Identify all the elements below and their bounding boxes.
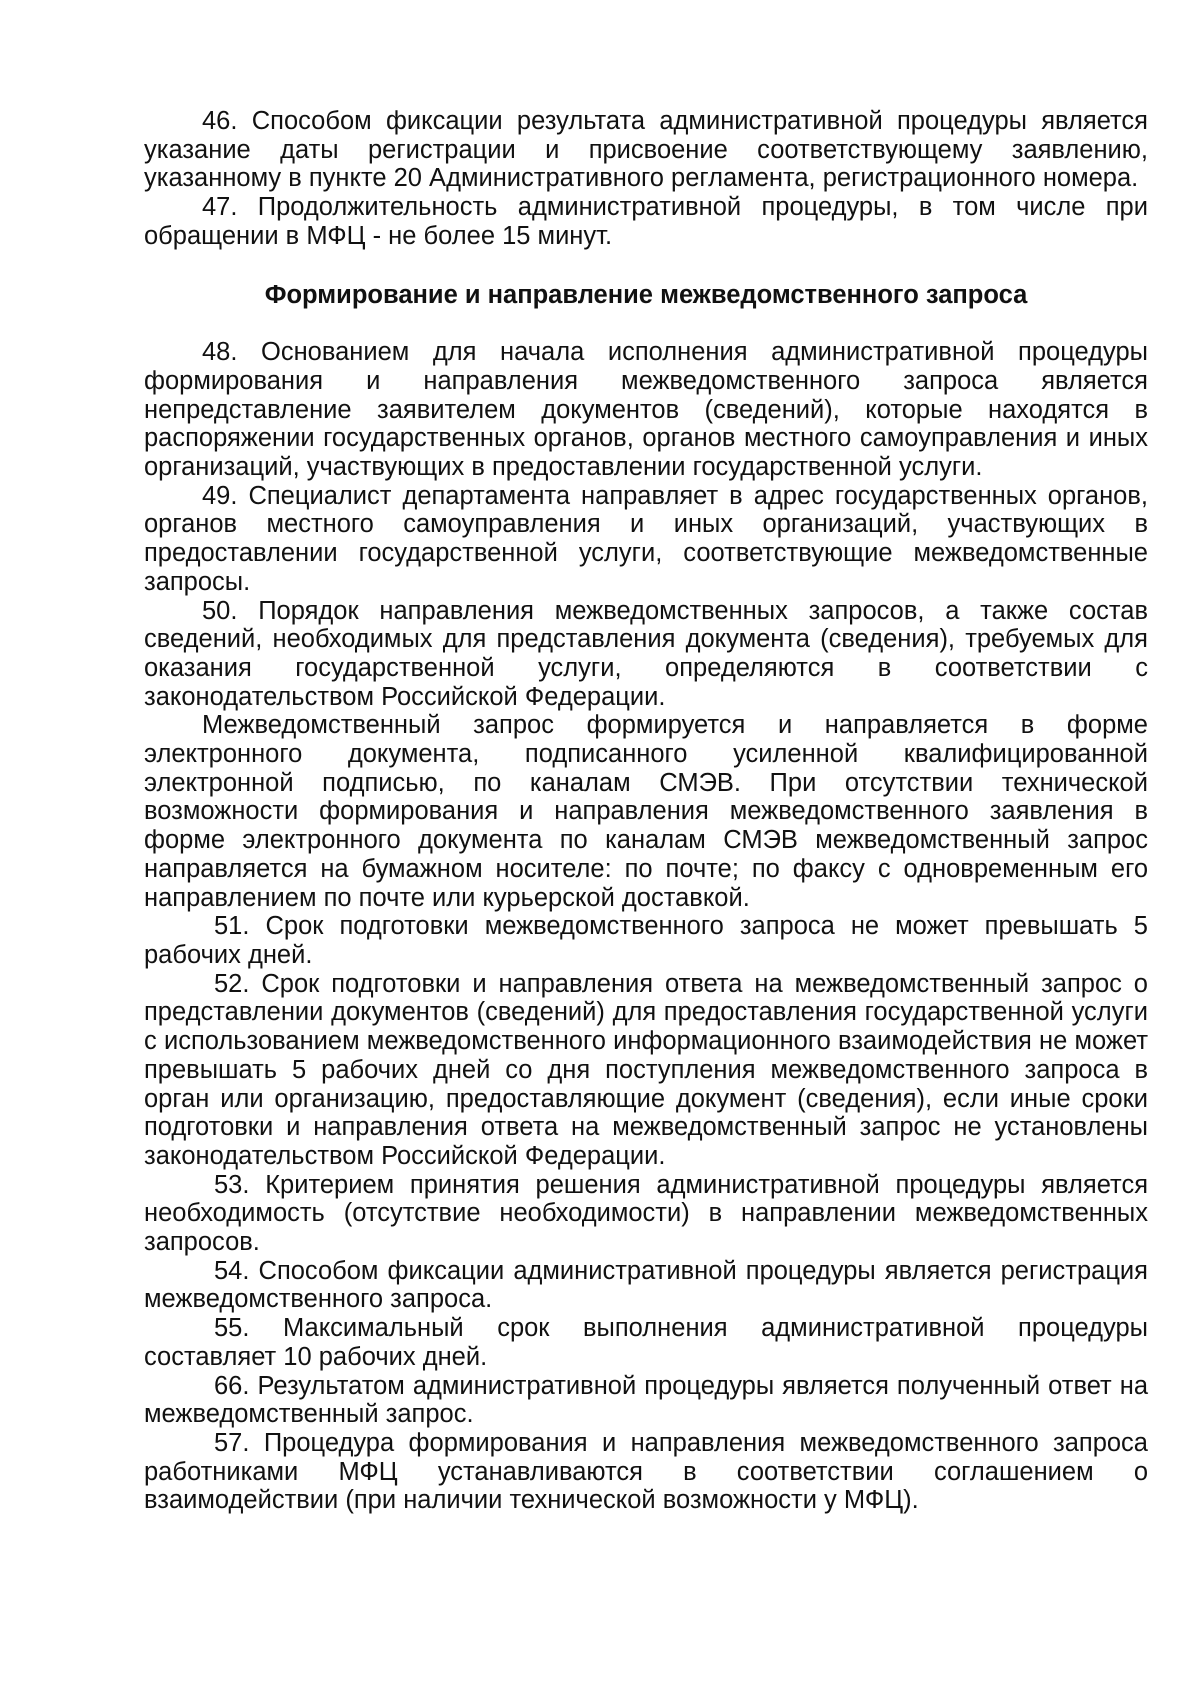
paragraph-57: 57. Процедура формирования и направления межведомственного запроса работниками МФЦ устанавливаются в соответствии соглашением о взаимодействии (при наличии технической возможности у МФЦ).: [144, 1428, 1148, 1515]
paragraph-51: 51. Срок подготовки межведомственного запроса не может превышать 5 рабочих дней.: [144, 912, 1148, 969]
paragraph-50: 50. Порядок направления межведомственных запросов, а также состав сведений, необходимых для представления документа (сведения), требуемых для оказания государственной услуги, определяются в соответствии с законодательством Российской Федерации.: [144, 596, 1148, 711]
paragraph-66: 66. Результатом административной процедуры является полученный ответ на межведомственный запрос.: [144, 1371, 1148, 1429]
paragraph-52: 52. Срок подготовки и направления ответа на межведомственный запрос о представлении документов (сведений) для предоставления государственной услуги с использованием межведомственного информационного взаимодействия не может превышать 5 рабочих дней со дня поступления межведомственного запроса в орган или организацию, предоставляющие документ (сведения), если иные сроки подготовки и направления ответа на межведомственный запрос не установлены законодательством Российской Федерации.: [144, 969, 1148, 1170]
paragraph-47: 47. Продолжительность административной процедуры, в том числе при обращении в МФЦ - не более 15 минут.: [144, 193, 1148, 250]
paragraph-54: 54. Способом фиксации административной процедуры является регистрация межведомственного запроса.: [144, 1256, 1148, 1314]
paragraph-53: 53. Критерием принятия решения административной процедуры является необходимость (отсутствие необходимости) в направлении межведомственных запросов.: [144, 1170, 1148, 1257]
paragraph-48: 48. Основанием для начала исполнения административной процедуры формирования и направления межведомственного запроса является непредставление заявителем документов (сведений), которые находятся в распоряжении государственных органов, органов местного самоуправления и иных организаций, участвующих в предоставлении государственной услуги.: [144, 338, 1148, 482]
paragraph-49: 49. Специалист департамента направляет в адрес государственных органов, органов местного самоуправления и иных организаций, участвующих в предоставлении государственной услуги, соответствующие межведомственные запросы.: [144, 481, 1148, 596]
paragraph-46: 46. Способом фиксации результата административной процедуры является указание даты регистрации и присвоение соответствующему заявлению, указанному в пункте 20 Административного регламента, регистрационного номера.: [144, 107, 1148, 193]
paragraph-55: 55. Максимальный срок выполнения административной процедуры составляет 10 рабочих дней.: [144, 1314, 1148, 1371]
document-page: [144, 107, 1148, 1515]
section-heading: Формирование и направление межведомственного запроса: [264, 280, 1028, 309]
paragraph-interagency-request: Межведомственный запрос формируется и направляется в форме электронного документа, подписанного усиленной квалифицированной электронной подписью, по каналам СМЭВ. При отсутствии технической возможности формирования и направления межведомственного заявления в форме электронного документа по каналам СМЭВ межведомственный запрос направляется на бумажном носителе: по почте; по факсу с одновременным его направлением по почте или курьерской доставкой.: [144, 711, 1148, 912]
